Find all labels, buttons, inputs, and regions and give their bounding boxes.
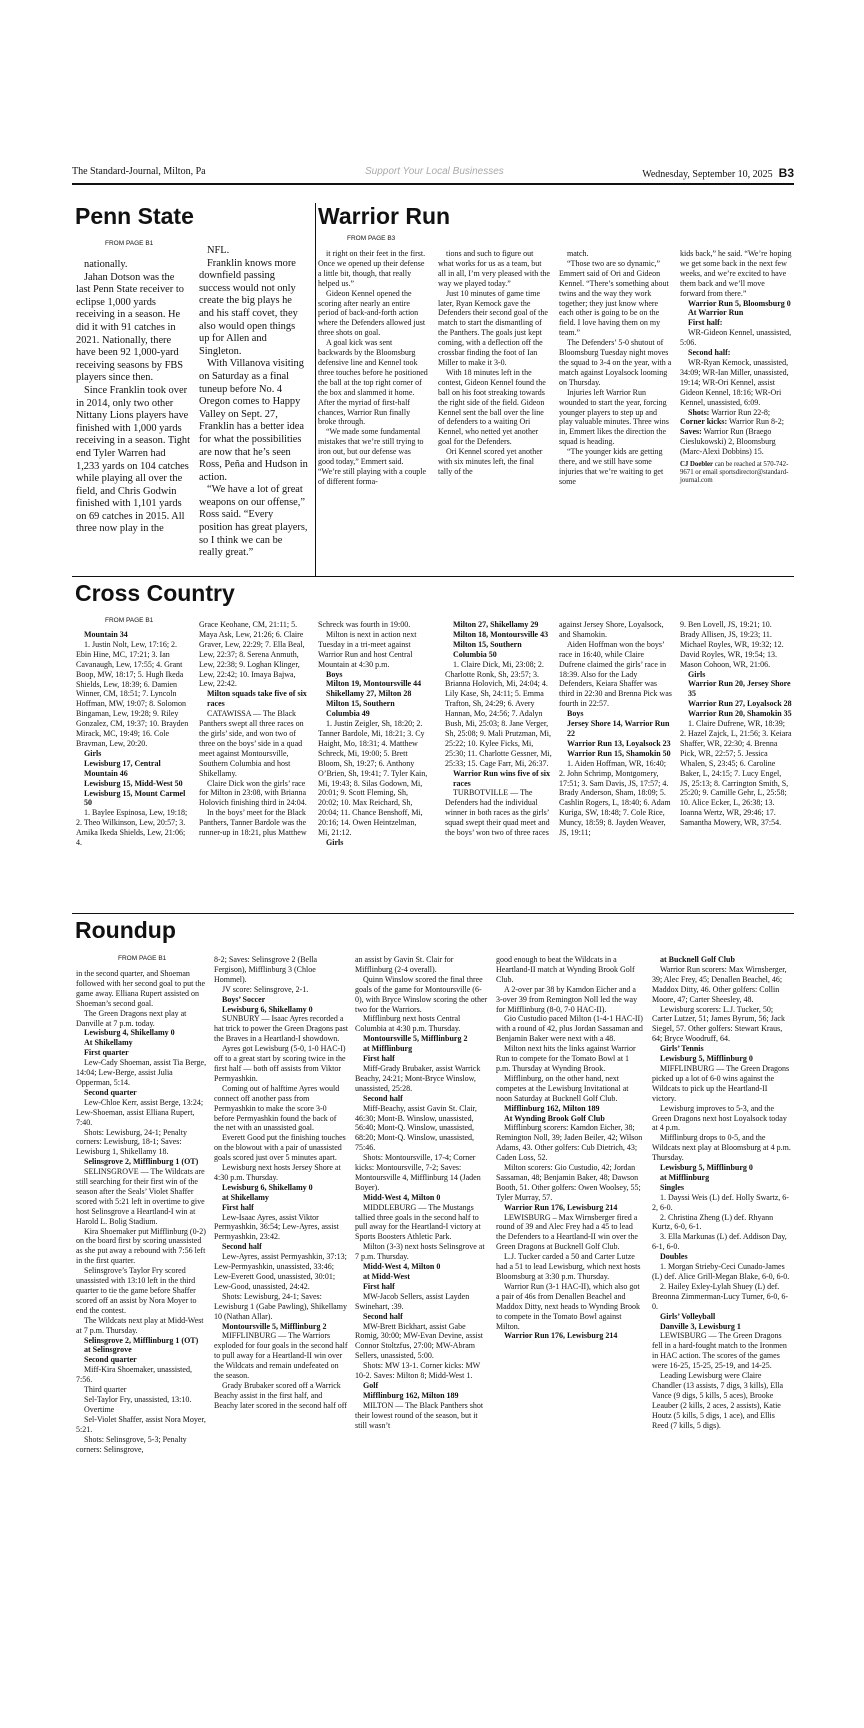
paragraph: it right on their feet in the first. Once we opened up their defense a little bit, though, that really helped us.” bbox=[318, 249, 426, 288]
subhead: Second half bbox=[363, 1093, 403, 1103]
paragraph: “We made some fundamental mistakes that we’re still trying to iron out, but our defense was good today,” Emmert said. “We’re still playing with a couple of different forma- bbox=[318, 427, 426, 486]
paragraph: in the second quarter, and Shoeman followed with her second goal to put the game away. Elliana Rupert assisted on Shoeman’s second goal. bbox=[76, 969, 206, 1008]
subhead: Boys bbox=[567, 709, 584, 719]
subhead: First half bbox=[363, 1054, 395, 1064]
box-score-title: Warrior Run 5, Bloomsburg 0 bbox=[688, 298, 791, 308]
paragraph: Ori Kennel scored yet another with six minutes left, the final tally of the bbox=[438, 447, 543, 476]
paragraph: Injuries left Warrior Run wounded to start the year, forcing younger players to step up and play valuable minutes. Three wins in, Emmert likes the direction the squad is heading. bbox=[559, 387, 669, 447]
subhead: Midd-West 4, Milton 0 bbox=[363, 1192, 441, 1202]
subhead: Shikellamy 27, Milton 28 bbox=[326, 689, 412, 699]
paragraph: 1. Justin Zeigler, Sh, 18:20; 2. Tanner Bardole, Mi, 18:21; 3. Cy Haight, Mo, 18:31; 4. Matthew Schreck, Mi, 19:00; 5. Brett Bloom, Sh, 19:27; 6. Anthony O’Brien, Sh, 19:41; 7. Tyler Kain, Mi, 19:43; 8. Silas Godown, Mi, 20:01; 9. Scott Fleming, Sh, 20:02; 10. Max Reichard, Sh, 20:04; 11. Chance Benshoff, Mi, 20:16; 14. Owen Heintzelman, Mi, 21:12. bbox=[318, 719, 428, 838]
section-divider bbox=[315, 203, 316, 576]
paragraph: Lewisburg improves to 5-3, and the Green Dragons next host Loyalsock today at 4 p.m. bbox=[652, 1103, 787, 1133]
paragraph: “Those two are so dynamic,” Emmert said of Ori and Gideon Kennel. “There’s something about twins and the way they work together; they just know where each other is going to be on the field. I love having them on my team.” bbox=[559, 258, 669, 338]
paragraph: tions and such to figure out what works for us as a team, but all in all, I’m very pleased with the way we played today.” bbox=[438, 249, 550, 288]
paragraph: Miff-Beachy, assist Gavin St. Clair, 46:30; Mont-B. Winslow, unassisted, 56:40; Mont-Q. Winslow, unassisted, 68:20; Mont-Q. Winslow, unassisted, 75:46. bbox=[355, 1103, 477, 1153]
subhead: First half bbox=[363, 1281, 395, 1291]
cross-column-5 bbox=[559, 620, 672, 838]
paragraph: Warrior Run (3-1 HAC-II), which also got a pair of 46s from Denallen Beachel and Maddox Ditty, next heads to Wynding Brook to compete in the Tomato Bowl against Milton. bbox=[496, 1281, 640, 1331]
paragraph: “We have a lot of great weapons on our offense,” Ross said. “Every position has great players, so I think we can be really great.” bbox=[199, 484, 308, 559]
subhead: Milton 19, Montoursville 44 bbox=[326, 679, 422, 689]
subhead: Jersey Shore 14, Warrior Run 22 bbox=[567, 719, 670, 738]
paragraph: 1. Claire Dufrene, WR, 18:39; 2. Hazel Zajck, L, 21:56; 3. Keiara Shaffer, WR, 22:30; 4. Brenna Pick, WR, 22:57; 5. Jessica Whalen, S, 23:45; 6. Caroline Baker, L, 24:15; 7. Lucy Engel, JS, 25:13; 8. Carrington Smith, S, 25:20; 9. Camille Gehr, L, 25:58; 10. Alice Ecker, L, 26:38; 13. Ioanna Wertz, WR, 29:46; 17. Samantha Mowery, WR, 37:54. bbox=[680, 719, 792, 828]
paragraph: Shots: Selinsgrove, 5-3; Penalty corners: Selinsgrove, bbox=[76, 1434, 187, 1454]
paragraph: Aiden Hoffman won the boys’ race in 16:40, while Claire Dufrene claimed the girls’ race in 18:39. Also for the Lady Defenders, Keiara Shaffer was third in 22:30 and Brenna Pick was fourth in 22:57. bbox=[559, 639, 672, 709]
subhead: Second quarter bbox=[84, 1355, 137, 1365]
subhead: Mifflinburg 162, Milton 189 bbox=[504, 1103, 600, 1113]
paragraph: Grace Keohane, CM, 21:11; 5. Maya Ask, Lew, 21:26; 6. Claire Graver, Lew, 22:29; 7. Ella Beal, Lew, 22:37; 8. Serena Anmuth, Lew, 22:38; 9. Loghan Klinger, Lew, 22:42; 10. Imaya Bajwa, Lew, 22:42. bbox=[199, 620, 305, 689]
paragraph: NFL. bbox=[207, 245, 230, 256]
paragraph: Jahan Dotson was the last Penn State receiver to eclipse 1,000 yards receiving in a season. He did it with 91 catches in 2021. Nationally, there have been 92 1,000-yard receiving seasons by FBS players since then. bbox=[76, 271, 184, 384]
paragraph: Leading Lewisburg were Claire Chandler (13 assists, 7 digs, 3 kills), Ella Vance (9 digs, 5 kills, 5 aces), Brooke Leauber (2 kills, 2 aces, 2 assists), Katie Houtz (5 kills, 5 digs, 1 ace), and Ellis Reed (7 kills, 5 digs). bbox=[652, 1371, 784, 1430]
paragraph: Sel-Violet Shaffer, assist Nora Moyer, 5:21. bbox=[76, 1414, 206, 1434]
masthead-rule bbox=[72, 183, 794, 185]
roundup-column-3 bbox=[355, 955, 489, 1431]
paragraph: Shots: Lewisburg, 24-1; Penalty corners: Lewisburg, 18-1; Saves: Lewisburg 1, Shikellamy 18. bbox=[76, 1127, 187, 1157]
subhead: Milton 15, Southern Columbia 50 bbox=[453, 639, 522, 659]
paragraph: Milton (3-3) next hosts Selinsgrove at 7 p.m. Thursday. bbox=[355, 1242, 485, 1262]
paragraph: SUNBURY — Isaac Ayres recorded a hat trick to power the Green Dragons past the Braves in a Heartland-I showdown. bbox=[214, 1014, 348, 1044]
cross-country-headline: Cross Country bbox=[75, 580, 235, 606]
second-half-scoring: WR-Ryan Kemock, unassisted, 34:09; WR-Ian Miller, unassisted, 19:14; WR-Ori Kennel, assist Gideon Kennel, 18:16; WR-Ori Kennel, unassisted, 6:09. bbox=[680, 357, 789, 407]
subhead: Boys’ Soccer bbox=[222, 994, 266, 1004]
paragraph: 2. Hailey Exley-Lylah Shuey (L) def. Breonna Zimmerman-Lucy Turner, 6-0, 6-0. bbox=[652, 1281, 789, 1311]
paragraph: Selinsgrove’s Taylor Fry scored unassisted with 13:10 left in the third quarter to tie the game before Shaffer scored off an assist by Nora Moyer to end the contest. bbox=[76, 1266, 197, 1315]
subhead: First quarter bbox=[84, 1048, 129, 1058]
subhead: At Wynding Brook Golf Club bbox=[504, 1113, 605, 1123]
penn-state-headline: Penn State bbox=[75, 203, 194, 229]
author-tagline: CJ Doebler can be reached at 570-742-9671 or email sportsdirector@standard-journal.com bbox=[680, 461, 789, 485]
paragraph: Kira Shoemaker put Mifflinburg (0-2) on the board first by scoring unassisted as she put away a rebound with 7:56 left in the first quarter. bbox=[76, 1226, 206, 1266]
subhead: First half bbox=[222, 1202, 254, 1212]
roundup-from-page: FROM PAGE B1 bbox=[118, 955, 167, 962]
cross-column-1 bbox=[76, 630, 189, 848]
subhead: Doubles bbox=[660, 1252, 688, 1262]
subhead: Lewisburg 4, Shikellamy 0 bbox=[84, 1028, 175, 1038]
subhead: Warrior Run 27, Loyalsock 28 bbox=[688, 699, 792, 709]
warrior-from-page: FROM PAGE B3 bbox=[347, 235, 396, 242]
paragraph: an assist by Gavin St. Clair for Mifflinburg (2-4 overall). bbox=[355, 955, 454, 974]
paragraph: With 18 minutes left in the contest, Gideon Kennel found the ball on his foot streaking towards the right side of the field. Gideon Kennel sent the ball over the line of defenders to a waiting Ori Kennel, who netted yet another goal for the Defenders. bbox=[438, 367, 546, 447]
subhead: Selinsgrove 2, Mifflinburg 1 (OT) bbox=[84, 1335, 199, 1345]
paragraph: Claire Dick won the girls’ race for Milton in 23:08, with Brianna Holovich finishing third in 24:04. bbox=[199, 778, 307, 808]
paragraph: Grady Brubaker scored off a Warrick Beachy assist in the first half, and Beachy later scored in the second half off bbox=[214, 1380, 347, 1410]
roundup-column-2 bbox=[214, 955, 348, 1411]
subhead: Golf bbox=[363, 1380, 379, 1390]
warrior-column-2 bbox=[438, 249, 550, 477]
subhead: Warrior Run 176, Lewisburg 214 bbox=[504, 1331, 618, 1341]
paragraph: Schreck was fourth in 19:00. bbox=[318, 620, 411, 629]
paragraph: 9. Ben Lovell, JS, 19:21; 10. Brady Allisen, JS, 19:23; 11. Michael Royles, WR, 19:32; 12. David Royles, WR, 19:54; 13. Mason Cohoon, WR, 21:06. bbox=[680, 620, 784, 669]
roundup-column-1 bbox=[76, 969, 209, 1454]
paragraph: Sel-Taylor Fry, unassisted, 13:10. bbox=[84, 1394, 192, 1404]
subhead: Warrior Run 15, Shamokin 50 bbox=[567, 748, 671, 758]
paragraph: 3. Ella Markunas (L) def. Addison Day, 6-1, 6-0. bbox=[652, 1232, 787, 1252]
paragraph: In the boys’ meet for the Black Panthers, Tanner Bardole was the runner-up in 18:21, plus Matthew bbox=[199, 808, 307, 838]
subhead: Girls bbox=[326, 837, 344, 847]
paragraph: MIFFLINBURG — The Green Dragons picked up a lot of 6-0 wins against the Wildcats to pick up the Heartland-II victory. bbox=[652, 1063, 790, 1103]
cross-column-3 bbox=[318, 620, 428, 848]
subhead: Girls’ Tennis bbox=[660, 1044, 704, 1054]
subhead: Girls bbox=[84, 748, 102, 758]
penn-from-page: FROM PAGE B1 bbox=[105, 240, 154, 247]
subhead: Warrior Run 13, Loyalsock 23 bbox=[567, 738, 671, 748]
paragraph: Shots: MW 13-1. Corner kicks: MW 10-2. Saves: Milton 8; Midd-West 1. bbox=[355, 1361, 481, 1381]
slogan: Support Your Local Businesses bbox=[365, 166, 504, 177]
paragraph: Franklin knows more downfield passing success would not only create the big plays he and his staff covet, they also would open things up for Allen and Singleton. bbox=[199, 257, 298, 357]
cross-column-2 bbox=[199, 620, 309, 838]
subhead: Selinsgrove 2, Mifflinburg 1 (OT) bbox=[84, 1157, 199, 1167]
paragraph: 8-2; Saves: Selinsgrove 2 (Bella Fergison), Mifflinburg 3 (Chloe Hommel). bbox=[214, 955, 318, 984]
subhead: Milton 27, Shikellamy 29 bbox=[453, 620, 539, 629]
paragraph: Gideon Kennel opened the scoring after nearly an entire period of back-and-forth action where the Defenders allowed just three shots on goal. bbox=[318, 288, 426, 338]
paragraph: Mifflinburg drops to 0-5, and the Wildcats next play at Bloomsburg at 4 p.m. Thursday. bbox=[652, 1133, 791, 1163]
subhead: at Shikellamy bbox=[222, 1192, 269, 1202]
subhead: Singles bbox=[660, 1182, 685, 1192]
paragraph: A 2-over par 38 by Kamdon Eicher and a 3-over 39 from Remington Noll led the way for Mifflinburg (8-0, 7-0 HAC-II). bbox=[496, 984, 638, 1014]
paragraph: LEWISBURG — The Green Dragons fell in a hard-fought match to the Ironmen in HAC action. The scores of the games were 16-25, 15-25, 25-19, and 14-25. bbox=[652, 1331, 787, 1371]
subhead: Girls bbox=[688, 669, 706, 679]
paragraph: Lew-Ayres, assist Permyashkin, 37:13; Lew-Permyashkin, unassisted, 33:46; Lew-Everett Good, unassisted, 30:01; Lew-Good, unassisted, 24:42. bbox=[214, 1252, 347, 1291]
subhead: at Selinsgrove bbox=[84, 1345, 132, 1355]
paragraph: Mifflinburg, on the other hand, next competes at the Lewisburg Invitational at noon Saturday at Bucknell Golf Club. bbox=[496, 1073, 629, 1103]
paragraph: Milton is next in action next Tuesday in a tri-meet against Warrior Run and host Central Mountain at 4:30 p.m. bbox=[318, 629, 417, 669]
paragraph: Milton scorers: Gio Custudio, 42; Jordan Sassaman, 48; Benjamin Baker, 48; Dawson Booth, 51. Other golfers: Owen Woolsey, 55; Tyler Murray, 57. bbox=[496, 1163, 641, 1202]
subhead: Warrior Run 176, Lewisburg 214 bbox=[504, 1202, 618, 1212]
paragraph: “The younger kids are getting there, and we still have some injuries that we’re waiting to get some bbox=[559, 447, 664, 486]
subhead: At Shikellamy bbox=[84, 1038, 133, 1048]
second-half-label: Second half: bbox=[688, 348, 731, 358]
paragraph: Just 10 minutes of game time later, Ryan Kemock gave the Defenders their second goal of the match to start the dismantling of the Panthers. The goals just kept coming, with a deflection off the crossbar finding the foot of Ian Miller to make it 3-0. bbox=[438, 288, 548, 367]
roundup-headline: Roundup bbox=[75, 917, 176, 943]
first-half-scoring: WR-Gideon Kennel, unassisted, 5:06. bbox=[680, 328, 792, 348]
paragraph: MIFFLINBURG — The Warriors exploded for four goals in the second half to pull away for a Heartland-II win over the Wildcats and remain undefeated on the season. bbox=[214, 1331, 348, 1381]
cross-country-rule bbox=[72, 576, 794, 577]
paragraph: Warrior Run scorers: Max Wirnsberger, 39; Alec Frey, 45; Denallen Beachel, 46; Maddox Ditty, 46. Other golfers: Collin Moore, 47; Carter Sheesley, 48. bbox=[652, 964, 787, 1004]
paragraph: Quinn Winslow scored the final three goals of the game for Montoursville (6-0), with Bryce Winslow scoring the other two for the Warriors. bbox=[355, 974, 488, 1014]
subhead: Midd-West 4, Milton 0 bbox=[363, 1262, 441, 1272]
paragraph: Ayres got Lewisburg (5-0, 1-0 HAC-I) off to a great start by scoring twice in the first half — both off assists from Viktor Permyashkin. bbox=[214, 1044, 346, 1083]
issue-date: Wednesday, September 10, 2025 bbox=[642, 169, 773, 180]
match-stats: Shots: Warrior Run 22-8; Corner kicks: Warrior Run 8-2; Saves: Warrior Run (Braego Cieslukowski) 2, Bloomsburg (Marc-Alexi Dobbins) 15. bbox=[680, 407, 784, 457]
subhead: Warrior Run 20, Jersey Shore 35 bbox=[688, 679, 791, 699]
paragraph: With Villanova visiting on Saturday as a final tuneup before No. 4 Oregon comes to Happy Valley on Sept. 27, Franklin has a better idea for what the possibilities are now that he’s seen Ross, Peña and Hudson in action. bbox=[199, 358, 308, 483]
paragraph: Miff-Grady Brubaker, assist Warrick Beachy, 24:21; Mont-Bryce Winslow, unassisted, 25:28. bbox=[355, 1063, 481, 1093]
paragraph: Everett Good put the finishing touches on the blowout with a pair of unassisted goals scored just over 5 minutes apart. bbox=[214, 1133, 346, 1163]
subhead: Lewisburg 6, Shikellamy 0 bbox=[222, 1004, 313, 1014]
subhead: Second half bbox=[363, 1311, 403, 1321]
date-and-page bbox=[642, 166, 794, 180]
cross-from-page: FROM PAGE B1 bbox=[105, 617, 154, 624]
warrior-column-4 bbox=[680, 249, 792, 485]
paragraph: A goal kick was sent backwards by the Bloomsburg defensive line and Kennel took three touches before he positioned the ball at the top right corner of the box and slammed it home. After the myriad of first-half chances, Warrior Run finally broke through. bbox=[318, 338, 428, 427]
subhead: Warrior Run wins five of six races bbox=[453, 768, 550, 788]
paragraph: MW-Jacob Sellers, assist Layden Swinehart, :39. bbox=[355, 1291, 470, 1311]
paragraph: 1. Morgan Strieby-Ceci Cunado-James (L) def. Alice Grill-Megan Blake, 6-0, 6-0. bbox=[652, 1262, 790, 1281]
paragraph: against Jersey Shore, Loyalsock, and Shamokin. bbox=[559, 620, 664, 639]
box-score-venue: At Warrior Run bbox=[688, 308, 744, 318]
paragraph: nationally. bbox=[84, 259, 128, 270]
cross-column-4 bbox=[445, 620, 552, 838]
subhead: Mountain 34 bbox=[84, 630, 128, 639]
closing-quote: kids back,” he said. “We’re hoping we get some back in the next few weeks, and we’re excited to have them back and we’ll move forward from there.” bbox=[680, 249, 792, 298]
masthead bbox=[72, 166, 794, 182]
subhead: Montoursville 5, Mifflinburg 2 bbox=[363, 1034, 468, 1044]
subhead: Second quarter bbox=[84, 1087, 137, 1097]
subhead: Milton squads take five of six races bbox=[207, 689, 307, 709]
warrior-column-1 bbox=[318, 249, 428, 487]
paragraph: Third quarter bbox=[84, 1385, 127, 1395]
subhead: Girls’ Volleyball bbox=[660, 1311, 716, 1321]
paragraph: 1. Justin Nolt, Lew, 17:16; 2. Ebin Hine, MC, 17:21; 3. Ian Cavanaugh, Lew, 17:55; 4. Grant Boop, MW, 18:17; 5. Hugh Ikeda Shields, Lew, 18:39; 6. Damien Winner, CM, 18:51; 7. Lyncoln Hoffman, MW, 19:07; 8. Solomon Bingaman, Lew, 19:28; 9. Riley Gonzalez, CM, 19:37; 10. Brayden Mirack, MC, 19:49; 16. Cole Bravman, Lew, 20:20. bbox=[76, 639, 189, 748]
roundup-rule bbox=[72, 913, 794, 914]
cross-column-6 bbox=[680, 620, 792, 828]
subhead: Montoursville 5, Mifflinburg 2 bbox=[222, 1321, 327, 1331]
paragraph: Mifflinburg next hosts Central Columbia at 4:30 p.m. Thursday. bbox=[355, 1014, 461, 1034]
paragraph: Lew-Cady Shoeman, assist Tia Berge, 14:04; Lew-Berge, assist Julia Opperman, 5:14. bbox=[76, 1058, 207, 1087]
paragraph: MIDDLEBURG — The Mustangs tallied three goals in the second half to pull away for the Heartland-I victory at Sports Boosters Athletic Park. bbox=[355, 1202, 481, 1242]
subhead: Milton 15, Southern Columbia 49 bbox=[326, 699, 395, 719]
paragraph: The Defenders’ 5-0 shutout of Bloomsburg Tuesday night moves the squad to 3-4 on the year, with a match against Loyalsock looming on Thursday. bbox=[559, 338, 672, 387]
paragraph: The Wildcats next play at Midd-West at 7 p.m. Thursday. bbox=[76, 1315, 204, 1335]
paragraph: 1. Baylee Espinosa, Lew, 19:18; 2. Theo Wilkinson, Lew, 20:57; 3. Amika Ikeda Shields, Lew, 21:06; 4. bbox=[76, 808, 188, 848]
subhead: Lewisburg 15, Mount Carmel 50 bbox=[84, 788, 186, 808]
paragraph: Shots: Montoursville, 17-4; Corner kicks: Montoursville, 7-2; Saves: Montoursville 4, Mifflinburg 14 (Jaden Boyer). bbox=[355, 1153, 481, 1192]
subhead: Lewisburg 5, Mifflinburg 0 bbox=[660, 1054, 753, 1064]
paragraph: JV score: Selinsgrove, 2-1. bbox=[222, 984, 309, 994]
paragraph: MW-Brett Bickhart, assist Gabe Romig, 30:00; MW-Evan Devine, assist Connor Stoltzfus, 27:00; MW-Abram Sellers, unassisted, 5:00. bbox=[355, 1321, 483, 1361]
paper-name: The Standard-Journal, Milton, Pa bbox=[72, 166, 206, 177]
penn-column-2 bbox=[199, 245, 308, 560]
paragraph: SELINSGROVE — The Wildcats are still searching for their first win of the season after the Seals’ Violet Shaffer scored with 5:21 left in overtime to give host Selinsgrove a Heartland-I win at Harold L. Bolig Stadium. bbox=[76, 1167, 205, 1226]
paragraph: Lew-Chloe Kerr, assist Berge, 13:24; Lew-Shoeman, assist Elliana Rupert, 7:40. bbox=[76, 1097, 204, 1127]
paragraph: Milton next hits the links against Warrior Run to compete for the Tomato Bowl at 1 p.m. Thursday at Wynding Brook. bbox=[496, 1044, 636, 1073]
paragraph: Coming out of halftime Ayres would connect off another pass from Permyashkin to make the score 3-0 before Permyashkin found the back of the net with an unassisted goal. bbox=[214, 1083, 340, 1133]
paragraph: Shots: Lewisburg, 24-1; Saves: Lewisburg 1 (Gabe Pawling), Shikellamy 10 (Nathan Allar). bbox=[214, 1291, 347, 1321]
paragraph: MILTON — The Black Panthers shot their lowest round of the season, but it still wasn’t bbox=[355, 1400, 484, 1430]
paragraph: LEWISBURG – Max Wirnsberger fired a round of 39 and Alec Frey had a 45 to lead the Defenders to a Heartland-II win over the Green Dragons at Bucknell Golf Club. bbox=[496, 1212, 638, 1252]
first-half-label: First half: bbox=[688, 318, 723, 328]
paragraph: TURBOTVILLE — The Defenders had the individual winner in both races as the girls’ squad swept their quad meet and the boys’ won two of three races bbox=[445, 788, 550, 838]
paragraph: Miff-Kira Shoemaker, unassisted, 7:56. bbox=[76, 1365, 192, 1385]
subhead: at Mifflinburg bbox=[363, 1044, 413, 1054]
subhead: at Midd-West bbox=[363, 1272, 410, 1281]
page-number: B3 bbox=[778, 166, 794, 180]
paragraph: L.J. Tucker carded a 50 and Carter Lutze had a 51 to lead Lewisburg, which next hosts Bloomsburg at 3:30 p.m. Thursday. bbox=[496, 1252, 641, 1281]
paragraph: 1. Claire Dick, Mi, 23:08; 2. Charlotte Ronk, Sh, 23:57; 3. Brianna Holovich, Mi, 24:04; 4. Lily Kase, Sh, 24:11; 5. Emma Trafton, Sh, 24:29; 6. Avery Hannan, Mo, 24:56; 7. Adalyn Bush, Mi, 25:03; 8. Jane Verger, Sh, 25:08; 9. Mali Prutzman, Mi, 25:22; 10. Kylee Ficks, Mi, 25:30; 11. Charlotte Gessner, Mi, 25:33; 15. Cage Farr, Mi, 26:37. bbox=[445, 659, 552, 768]
penn-column-1 bbox=[76, 259, 190, 536]
paragraph: 1. Dayssi Weis (L) def. Holly Swartz, 6-2, 6-0. bbox=[652, 1192, 789, 1212]
paragraph: Lew-Isaac Ayres, assist Viktor Permyashkin, 36:54; Lew-Ayres, assist Permyashkin, 23:42. bbox=[214, 1212, 339, 1242]
subhead: Mifflinburg 162, Milton 189 bbox=[363, 1390, 459, 1400]
paragraph: match. bbox=[567, 249, 589, 258]
subhead: at Bucknell Golf Club bbox=[660, 955, 735, 964]
roundup-column-4 bbox=[496, 955, 643, 1341]
subhead: Second half bbox=[222, 1242, 262, 1252]
paragraph: 1. Aiden Hoffman, WR, 16:40; 2. John Schrimp, Montgomery, 17:51; 3. Sam Davis, JS, 17:57; 4. Brady Anderson, Sham, 18:09; 5. Cashlin Rogers, L, 18:40; 6. Adam Kuriga, SW, 18:48; 7. Cole Rice, Muncy, 18:59; 8. Jayden Weaver, JS, 19:11; bbox=[559, 758, 671, 838]
paragraph: Overtime bbox=[84, 1404, 115, 1414]
paragraph: Gio Custudio paced Milton (1-4-1 HAC-II) with a round of 42, plus Jordan Sassaman and Benjamin Baker were next with a 48. bbox=[496, 1014, 643, 1044]
paragraph: CATAWISSA — The Black Panthers swept all three races on the girls’ side, and won two of three on the boys’ side in a quad meet against Montoursville, Southern Columbia and host Shikellamy. bbox=[199, 709, 304, 778]
paragraph: Lewisburg next hosts Jersey Shore at 4:30 p.m. Thursday. bbox=[214, 1163, 341, 1182]
subhead: Lewisburg 15, Midd-West 50 bbox=[84, 778, 183, 788]
subhead: Warrior Run 20, Shamokin 35 bbox=[688, 709, 792, 719]
warrior-column-3 bbox=[559, 249, 672, 487]
subhead: Lewisburg 5, Mifflinburg 0 bbox=[660, 1163, 753, 1173]
subhead: Lewisburg 17, Central Mountain 46 bbox=[84, 758, 161, 778]
warrior-run-headline: Warrior Run bbox=[318, 203, 451, 229]
subhead: Milton 18, Montoursville 43 bbox=[453, 629, 549, 639]
roundup-column-5 bbox=[652, 955, 792, 1431]
paragraph: The Green Dragons next play at Danville at 7 p.m. today. bbox=[76, 1008, 187, 1028]
subhead: at Mifflinburg bbox=[660, 1172, 710, 1182]
subhead: Danville 3, Lewisburg 1 bbox=[660, 1321, 741, 1331]
paragraph: Mifflinburg scorers: Kamdon Eicher, 38; Remington Noll, 39; Jaden Beiler, 42; Wilson Adams, 43. Other golfers: Cub Dietrich, 43; Caden Loss, 52. bbox=[496, 1123, 643, 1163]
paragraph: good enough to beat the Wildcats in a Heartland-II match at Wynding Brook Golf Club. bbox=[496, 955, 635, 984]
paragraph: Lewisburg scorers: L.J. Tucker, 50; Carter Lutzer, 51; James Byrum, 56; Jack Siegel, 57. Other golfers: Stewart Kraus, 64; Bryce Woodruff, 64. bbox=[652, 1004, 785, 1044]
subhead: Lewisburg 6, Shikellamy 0 bbox=[222, 1182, 313, 1192]
paragraph: Since Franklin took over in 2014, only two other Nittany Lions players have finished with 1,000 yards receiving in a season. Tight end Tyler Warren had 1,233 yards on 104 catches while playing all over the field, and Chris Godwin finished with 1,101 yards on 69 catches in 2015. All three now play in the bbox=[76, 384, 190, 535]
subhead: Boys bbox=[326, 669, 343, 679]
paragraph: 2. Christina Zheng (L) def. Rhyann Kurtz, 6-0, 6-1. bbox=[652, 1212, 774, 1232]
